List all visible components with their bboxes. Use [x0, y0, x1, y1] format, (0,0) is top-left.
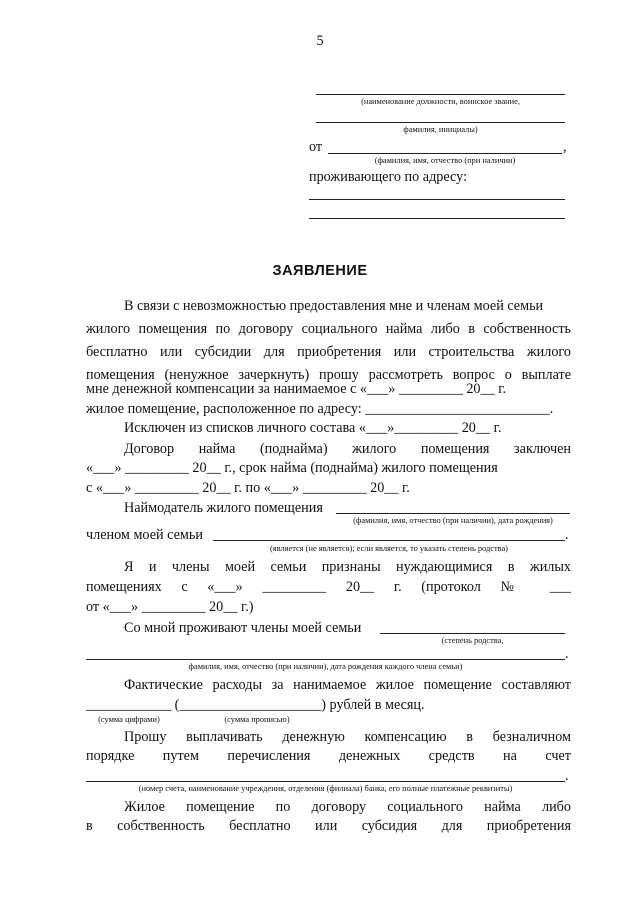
p4-label: Наймодатель жилого помещения — [124, 500, 323, 516]
p2-line: Исключен из списков личного состава «___»_________ 20__ г. — [124, 420, 502, 436]
p1-line-3: бесплатно или субсидии для приобретения или строительства жилого — [86, 344, 571, 360]
caption-name: фамилия, инициалы) — [403, 125, 478, 134]
p1-line-2: жилого помещения по договору социального найма либо в собственность — [86, 321, 571, 337]
address-label: проживающего по адресу: — [309, 169, 468, 185]
members-line-2 — [86, 659, 565, 660]
account-line — [86, 781, 565, 782]
p4-caption-2: (является (не является); если является, то указать степень родства) — [270, 544, 508, 553]
p9-line-2: в собственность бесплатно или субсидия для приобретения — [86, 818, 571, 834]
members-line-1 — [380, 633, 565, 634]
address-line-2 — [309, 218, 565, 219]
p1-line-6: жилое помещение, расположенное по адресу: __________________________. — [86, 401, 554, 417]
p4-line-2: членом моей семьи — [86, 527, 203, 543]
p5-line-1: Я и члены моей семьи признаны нуждающимися в жилых — [124, 559, 571, 575]
p7-line-2: ____________ (____________________) рублей в месяц. — [86, 697, 425, 713]
family-status-line — [213, 540, 565, 541]
page-number: 5 — [316, 33, 324, 49]
from-line — [328, 153, 562, 154]
landlord-line — [336, 513, 570, 514]
p7-caption-2: (сумма прописью) — [224, 715, 290, 724]
from-label: от — [309, 139, 323, 155]
p7-caption-1: (сумма цифрами) — [98, 715, 160, 724]
document-title: ЗАЯВЛЕНИЕ — [272, 263, 368, 279]
p8-end: . — [565, 768, 569, 784]
p6-caption: (степень родства, — [441, 636, 504, 645]
p1-line-5: мне денежной компенсации за нанимаемое с «___» _________ 20__ г. — [86, 381, 507, 397]
caption-position: (наименование должности, воинское звание, — [361, 97, 520, 106]
p7-line-1: Фактические расходы за нанимаемое жилое помещение составляют — [124, 677, 571, 693]
p4-line-2-end: . — [565, 527, 569, 543]
p3-line-1: Договор найма (поднайма) жилого помещения заключен — [124, 441, 571, 457]
p6-caption-2: фамилия, имя, отчество (при наличии), дата рождения каждого члена семьи) — [188, 662, 463, 671]
p8-line-1: Прошу выплачивать денежную компенсацию в безналичном — [124, 729, 571, 745]
p1-line-1: В связи с невозможностью предоставления мне и членам моей семьи — [124, 298, 544, 314]
caption-fio: (фамилия, имя, отчество (при наличии) — [374, 156, 516, 165]
p3-line-3: с «___» _________ 20__ г. по «___» _________ 20__ г. — [86, 480, 410, 496]
from-comma: , — [563, 139, 567, 155]
address-line-1 — [309, 199, 565, 200]
p8-caption: (номер счета, наименование учреждения, отделения (филиала) банка, его полные платежные реквизиты) — [138, 784, 513, 793]
p9-line-1: Жилое помещение по договору социального найма либо — [124, 799, 571, 815]
p5-line-3: от «___» _________ 20__ г.) — [86, 599, 254, 615]
position-line — [316, 94, 565, 95]
p5-line-2: помещениях с «___» _________ 20__ г. (протокол № ___ — [86, 579, 571, 595]
p4-caption: (фамилия, имя, отчество (при наличии), дата рождения) — [353, 516, 553, 525]
p3-line-2: «___» _________ 20__ г., срок найма (поднайма) жилого помещения — [86, 460, 498, 476]
p1-line-4: помещения (ненужное зачеркнуть) прошу рассмотреть вопрос о выплате — [86, 367, 571, 383]
p6-label: Со мной проживают члены моей семьи — [124, 620, 362, 636]
p8-line-2: порядке путем перечисления денежных средств на счет — [86, 748, 571, 764]
name-line — [316, 122, 565, 123]
p6-end: . — [565, 646, 569, 662]
